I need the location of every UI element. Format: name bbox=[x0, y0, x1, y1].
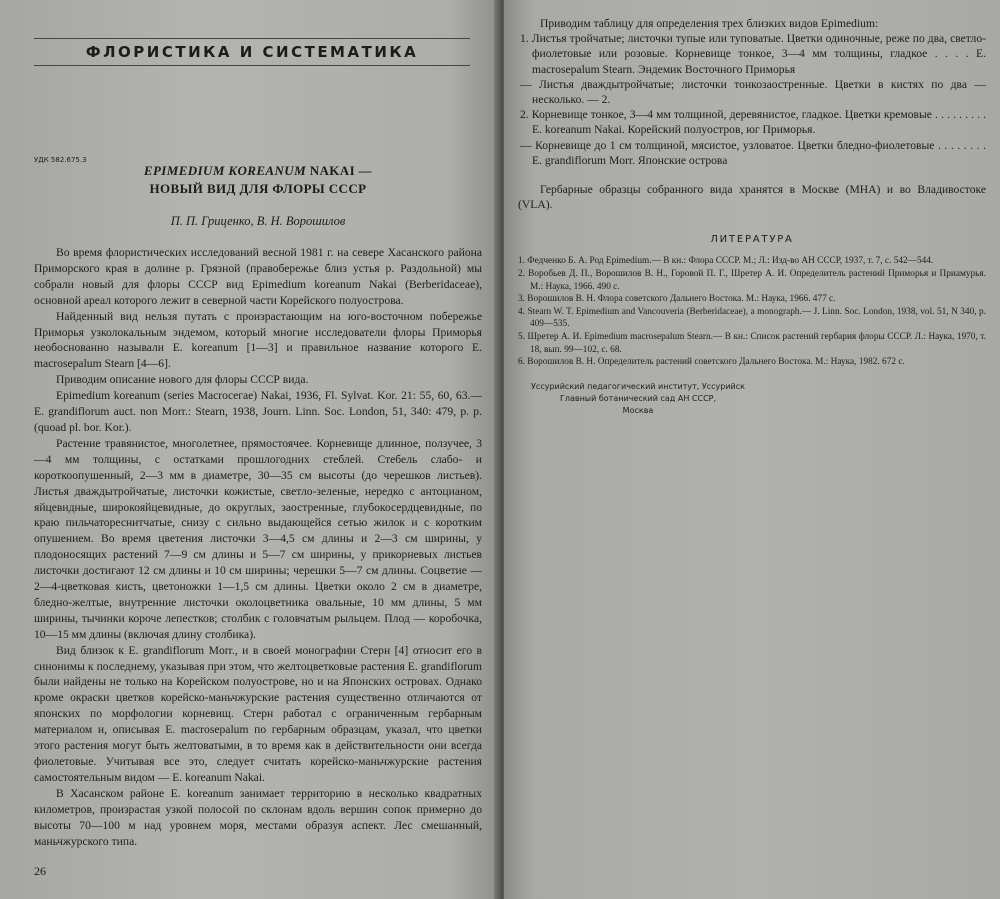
key-item: — Листья дваждытройчатые; листочки тонкозаостренные. Цветки в кистях по два — несколько. — 2. bbox=[520, 77, 986, 107]
paragraph: В Хасанском районе E. koreanum занимает территорию в несколько квадратных километров, произрастая узкой полосой по склонам вдоль вершин сопок примерно до высоты 70—100 м над уровнем моря, местами образуя аспект. Лес смешанный, маньчжурского типа. bbox=[34, 786, 482, 848]
udk-code: УДК 582.675.3 bbox=[34, 156, 87, 164]
article-body bbox=[34, 245, 482, 849]
affiliation-line: Главный ботанический сад АН СССР, bbox=[559, 393, 717, 403]
paragraph: Epimedium koreanum (series Macroceгae) Nakai, 1936, Fl. Sylvat. Kor. 21: 55, 60, 63.— E. grandiflorum auct. non Morr.: Stearn, 1938, Journ. Linn. Soc. London, 51, 340: 479, p. p. (quoad pl. bor. Kor.). bbox=[34, 389, 482, 434]
key-item: 1. Листья тройчатые; листочки тупые или туповатые. Цветки одиночные, реже по два, светло-фиолетовые или розовые. Корневище тонкое, 3—4 мм толщины, гладкое . . . . E. macrosepalum Stearn. Эндемик Восточного Приморья bbox=[520, 32, 986, 76]
section-title: ФЛОРИСТИКА И СИСТЕМАТИКА bbox=[34, 38, 470, 66]
right-page bbox=[504, 0, 1000, 899]
key-item: 2. Корневище тонкое, 3—4 мм толщиной, деревянистое, гладкое. Цветки кремовые . . . . . . . . . E. koreanum Nakai. Корейский полуостров, юг Приморья. bbox=[520, 108, 986, 137]
reference-item: 4. Stearn W. T. Epimedium and Vancouveria (Berberidaceae), a monograph.— J. Linn. Soc. London, 1938, vol. 51, N 340, p. 409—535. bbox=[518, 306, 986, 330]
paragraph: Найденный вид нельзя путать с произрастающим на юго-восточном побережье Приморья узколокальным эндемом, который многие исследователи флоры Приморья необоснованно называли E. koreanum [1—3] и правильное название которого E. macrosepalum Stearn [4—6]. bbox=[34, 309, 482, 371]
page-number: 26 bbox=[34, 864, 46, 878]
reference-item: 2. Воробьев Д. П., Ворошилов В. Н., Горовой П. Г., Шретер А. И. Определитель растений Приморья и Приамурья. М.: Наука, 1966. 490 с. bbox=[518, 269, 986, 292]
title-author: NAKAI — bbox=[306, 163, 373, 178]
literature-heading: ЛИТЕРАТУРА bbox=[710, 234, 794, 246]
title-line2: НОВЫЙ ВИД ДЛЯ ФЛОРЫ СССР bbox=[149, 181, 367, 196]
author-affiliations bbox=[518, 381, 758, 417]
paragraph: Приводим описание нового для флоры СССР вида. bbox=[56, 373, 309, 387]
paragraph: Во время флористических исследований весной 1981 г. на севере Хасанского района Приморского края в долине р. Грязной (правобережье близ устья р. Раздольной) мы собрали новый для флоры СССР вид Epimedium koreanum Nakai (Berberidaceae), основной ареал которого лежит в северной части Корейского полуострова. bbox=[34, 246, 482, 307]
key-intro: Приводим таблицу для определения трех близких видов Epimedium: bbox=[540, 17, 879, 30]
reference-item: 3. Ворошилов В. Н. Флора советского Дальнего Востока. М.: Наука, 1966. 477 с. bbox=[518, 294, 836, 305]
reference-item: 6. Ворошилов В. Н. Определитель растений советского Дальнего Востока. М.: Наука, 1982. 672 с. bbox=[518, 357, 905, 368]
key-item: — Корневище до 1 см толщиной, мясистое, узловатое. Цветки бледно-фиолетовые . . . . . . . . E. grandiflorum Morr. Японские острова bbox=[520, 138, 986, 167]
reference-item: 5. Шретер А. И. Epimedium macrosepalum Stearn.— В кн.: Список растений гербария флоры СССР. Л.: Наука, 1970, т. 18, вып. 99—102, с. 68. bbox=[518, 332, 986, 355]
herbarium-note: Гербарные образцы собранного вида хранятся в Москве (MHA) и во Владивостоке (VLA). bbox=[518, 183, 986, 212]
paragraph: Растение травянистое, многолетнее, прямостоячее. Корневище длинное, ползучее, 3—4 мм толщины, с остатками прошлогодних стеблей. Стебель слабо- и короткоопушенный, 2—3 мм в диаметре, 30—35 см высоты (до черешков листьев). Листья дваждытройчатые, листочки кожистые, светло-зеленые, нередко с антоцианом, яйцевидные, широкояйцевидные, до округлых, заостренные, глубокосердцевидные, по краю пильчатореснитчатые, снизу с сильно выдающейся сетью жилок и с коротким опушением. Во время цветения листочки 3—4,5 см длины и 2—3 см ширины, у плодоносящих растений 7—9 см длины и 5—7 см ширины, у прикорневых листьев листочки достигают 12 см длины и 10 см ширины; черешки 5—7 см длины. Соцветие — 2—4-цветковая кисть, цветоножки 1—1,5 см длины. Цветки около 2 см в диаметре, бледно-желтые, внутренние листочки околоцветника овальные, 10 мм длины, 5 мм ширины, тычинки короче лепестков; столбик с головчатым рыльцем. Плод — коробочка, 10—15 мм длины (включая длину столбика). bbox=[34, 436, 482, 641]
title-latin: EPIMEDIUM KOREANUM bbox=[143, 163, 307, 178]
paragraph: Вид близок к E. grandiflorum Morr., и в своей монографии Стерн [4] относит его в синонимы к последнему, указывая при этом, что желтоцветковые растения E. grandiflorum были найдены не только на Корейском полуострове, но и на Японских островах. Однако кроме окраски цветков корейско-маньчжурские растения существенно отличаются от японских по морфологии корневищ. Стерн работал с ограниченным гербарным материалом и, описывая E. macrosepalum по гербарным образцам, указал, что цветки этого растения могут быть желтоватыми, в то время как в действительности они всегда фиолетовые. Учитывая все это, следует считать корейско-маньчжурские растения самостоятельным видом — E. koreanum Nakai. bbox=[34, 643, 482, 784]
affiliation-line: Москва bbox=[622, 405, 654, 415]
reference-item: 1. Федченко Б. А. Род Epimedium.— В кн.: Флора СССР. М.; Л.: Изд-во АН СССР, 1937, т. 7, с. 542—544. bbox=[518, 256, 934, 267]
article-authors: П. П. Гриценко, В. Н. Ворошилов bbox=[170, 214, 346, 228]
reference-list bbox=[518, 255, 986, 368]
identification-key bbox=[518, 31, 986, 168]
affiliation-line: Уссурийский педагогический институт, Уссурийск bbox=[531, 381, 745, 391]
article-title bbox=[34, 162, 482, 198]
